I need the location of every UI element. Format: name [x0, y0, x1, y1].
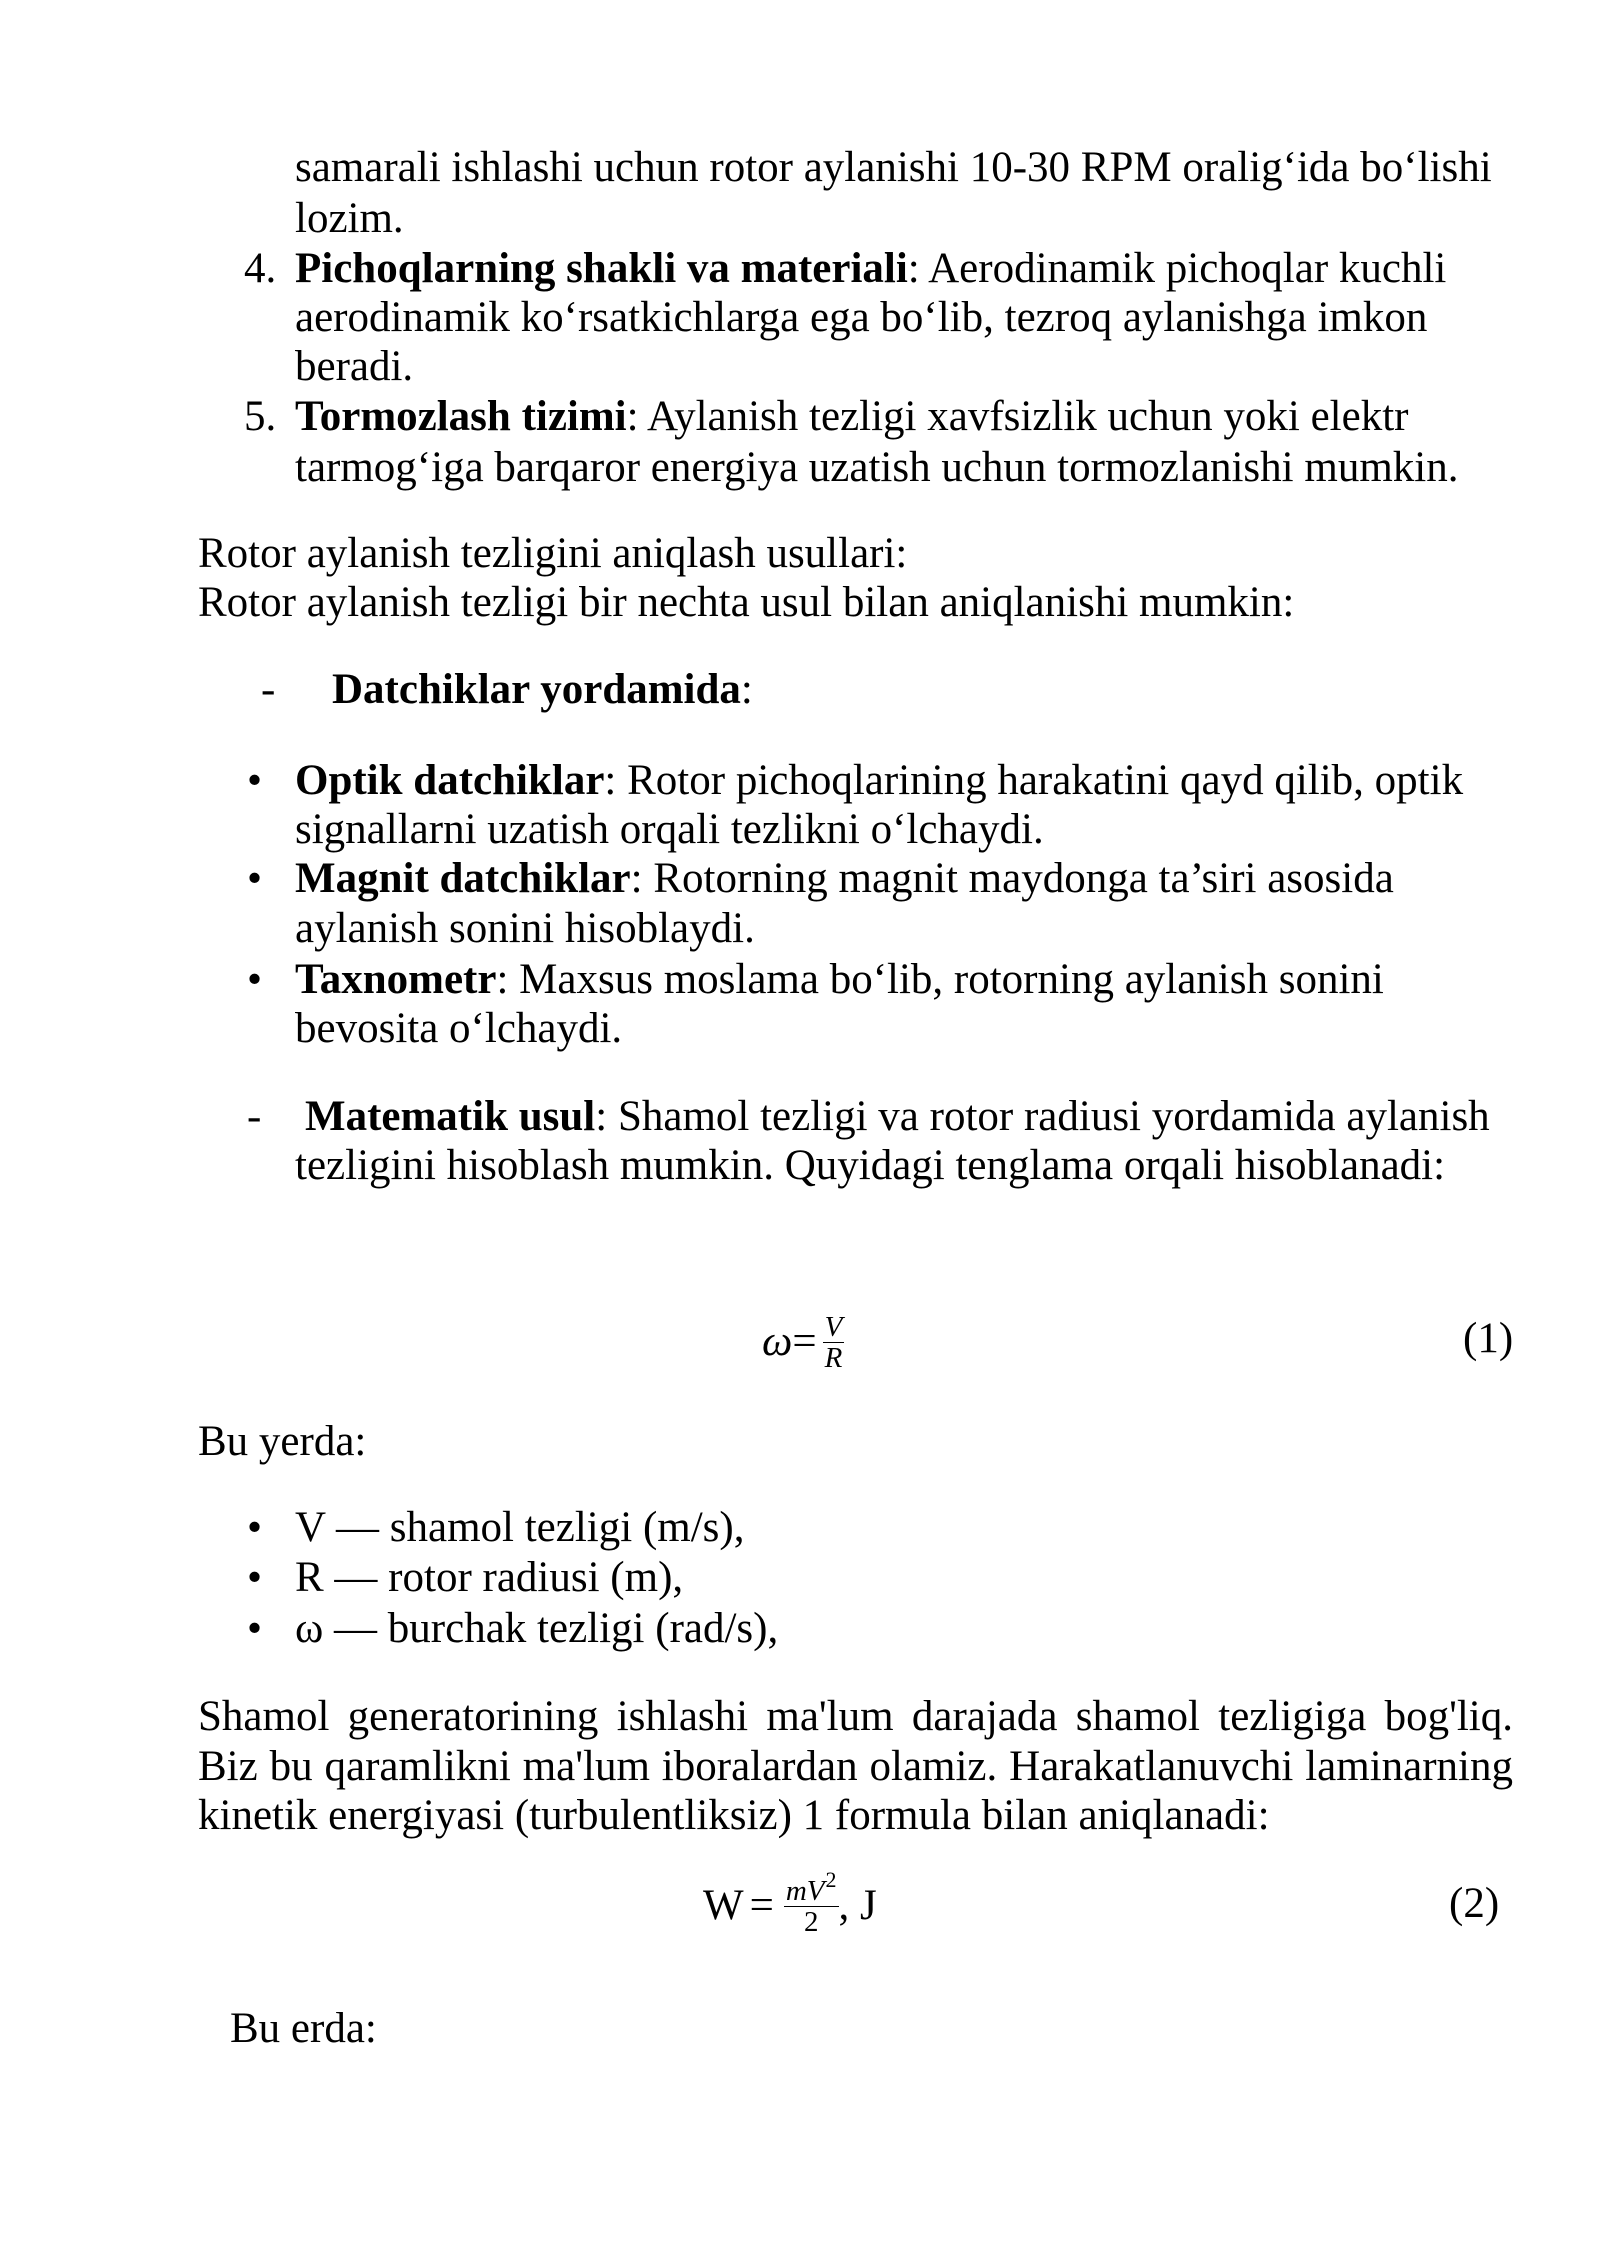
variable-definition: R — rotor radiusi (m), [295, 1554, 684, 1601]
variable-definition: ω — burchak tezligi (rad/s), [295, 1605, 779, 1652]
bullet-marker: • [247, 1605, 263, 1652]
list-continuation-line: samarali ishlashi uchun rotor aylanishi 10-30 RPM oralig‘ida bo‘lishi [295, 144, 1492, 191]
bullet-text: : Rotor pichoqlarining harakatini qayd qilib, optik [604, 757, 1464, 804]
where-label: Bu yerda: [198, 1418, 367, 1465]
bullet-marker: • [247, 1504, 263, 1551]
dash-marker: - [261, 666, 276, 713]
formula-denominator: 2 [803, 1905, 819, 1938]
bullet-item-line: aylanish sonini hisoblaydi. [295, 905, 755, 952]
formula-lhs: W [703, 1882, 744, 1929]
math-method-text: : Shamol tezligi va rotor radiusi yordamida aylanish [595, 1093, 1490, 1140]
formula-fraction [823, 1312, 845, 1373]
bullet-item-first-line [295, 854, 1394, 904]
methods-heading: Rotor aylanish tezligini aniqlash usullari: [198, 530, 908, 577]
formula-equals: = [749, 1882, 774, 1929]
math-method-line: tezligini hisoblash mumkin. Quyidagi tenglama orqali hisoblanadi: [295, 1142, 1446, 1189]
bullet-item-first-line [295, 955, 1384, 1005]
math-method-first-line [305, 1092, 1490, 1142]
paragraph-line: kinetik energiyasi (turbulentliksiz) 1 formula bilan aniqlanadi: [198, 1792, 1270, 1839]
bullet-term: Taxnometr [295, 956, 497, 1003]
variable-definition: V — shamol tezligi (m/s), [295, 1504, 745, 1551]
list-item-term: Pichoqlarning shakli va materiali [295, 245, 908, 292]
formula-kinetic-energy [703, 1866, 877, 1946]
list-item-line: tarmog‘iga barqaror energiya uzatish uchun tormozlanishi mumkin. [295, 444, 1459, 491]
list-item-term: Tormozlash tizimi [295, 393, 627, 440]
paragraph-line: Shamol generatorining ishlashi ma'lum darajada shamol tezligiga bog'liq. [198, 1693, 1513, 1740]
where-label: Bu erda: [230, 2005, 377, 2052]
list-item-first-line [295, 392, 1408, 442]
methods-intro: Rotor aylanish tezligi bir nechta usul bilan aniqlanishi mumkin: [198, 579, 1295, 626]
bullet-text: : Rotorning magnit maydonga ta’siri asosida [630, 855, 1394, 902]
formula-unit: , J [838, 1882, 877, 1929]
formula-numerator-base: mV [785, 1874, 825, 1907]
formula-numerator: V [824, 1310, 843, 1343]
list-continuation-line: lozim. [295, 195, 404, 242]
bullet-item-line: signallarni uzatish orqali tezlikni o‘lchaydi. [295, 806, 1044, 853]
list-item-first-line [295, 244, 1446, 294]
formula-numerator [784, 1867, 839, 1907]
bullet-marker: • [247, 1554, 263, 1601]
formula-exponent: 2 [825, 1867, 837, 1893]
list-item-line: aerodinamik ko‘rsatkichlarga ega bo‘lib, tezroq aylanishga imkon [295, 294, 1428, 341]
list-item-text: : Aylanish tezligi xavfsizlik uchun yoki elektr [626, 393, 1409, 440]
list-item-number: 5. [244, 393, 277, 440]
sensors-term: Datchiklar yordamida [332, 666, 741, 713]
bullet-marker: • [247, 956, 263, 1003]
formula-lhs: ω [762, 1318, 793, 1365]
dash-marker: - [247, 1093, 262, 1140]
sensors-heading [332, 665, 753, 715]
formula-fraction [784, 1867, 839, 1938]
paragraph-line: Biz bu qaramlikni ma'lum iboralardan olamiz. Harakatlanuvchi laminarning [198, 1743, 1513, 1790]
bullet-text: : Maxsus moslama bo‘lib, rotorning aylanish sonini [496, 956, 1384, 1003]
math-method-term: Matematik usul [305, 1093, 596, 1140]
bullet-term: Magnit datchiklar [295, 855, 631, 902]
formula-denominator: R [824, 1341, 843, 1374]
equation-number: (2) [1449, 1880, 1500, 1927]
list-item-number: 4. [244, 245, 277, 292]
bullet-term: Optik datchiklar [295, 757, 605, 804]
bullet-item-first-line [295, 756, 1463, 806]
equation-number: (1) [1463, 1315, 1514, 1362]
formula-angular-velocity [762, 1302, 844, 1382]
list-item-text: : Aerodinamik pichoqlar kuchli [907, 245, 1447, 292]
list-item-line: beradi. [295, 343, 414, 390]
bullet-marker: • [247, 855, 263, 902]
bullet-item-line: bevosita o‘lchaydi. [295, 1005, 623, 1052]
formula-equals: = [792, 1318, 817, 1365]
bullet-marker: • [247, 757, 263, 804]
sensors-colon: : [740, 666, 753, 713]
